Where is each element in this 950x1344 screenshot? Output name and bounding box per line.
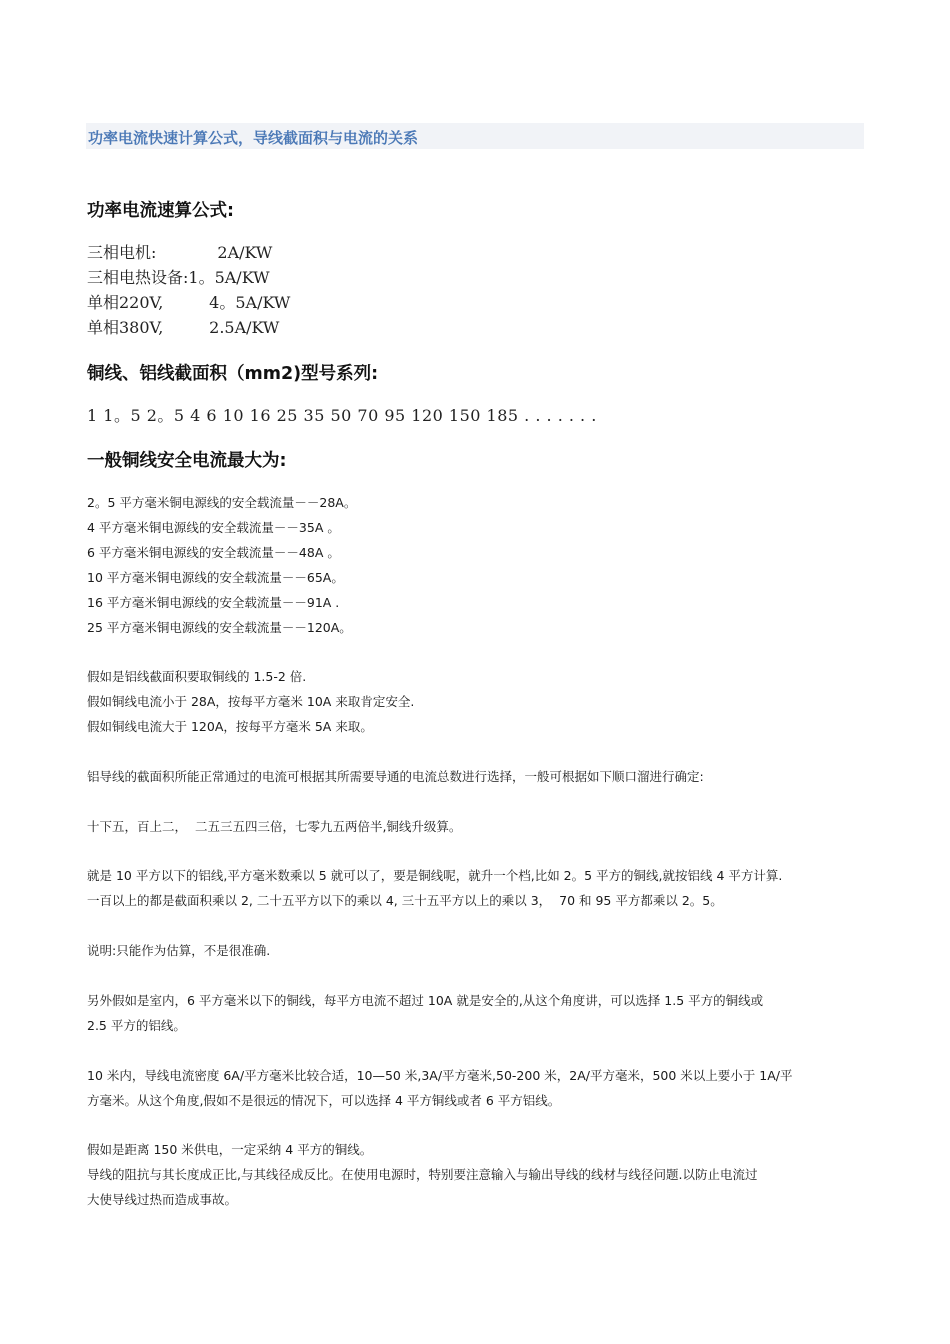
paragraph-line: 方毫米。从这个角度,假如不是很远的情况下，可以选择 4 平方铜线或者 6 平方铝线。 [87,1093,561,1108]
paragraph-line: 假如铜线电流小于 28A，按每平方毫米 10A 来取肯定安全. [87,694,415,709]
paragraph-line: 10 米内，导线电流密度 6A/平方毫米比较合适，10—50 米,3A/平方毫米,50-200 米，2A/平方毫米，500 米以上要小于 1A/平 [87,1068,793,1083]
paragraph-line: 大使导线过热而造成事故。 [87,1192,238,1207]
paragraph-line: 假如是距离 150 米供电，一定采纳 4 平方的铜线。 [87,1142,373,1157]
section-heading-wire-series: 铜线、铝线截面积（mm2)型号系列: [87,364,379,384]
mnemonic-line: 十下五，百上二， 二五三五四三倍，七零九五两倍半,铜线升级算。 [87,819,462,834]
paragraph-line: 铝导线的截面积所能正常通过的电流可根据其所需要导通的电流总数进行选择，一般可根据如下顺口溜进行确定: [87,769,704,784]
paragraph-line: 另外假如是室内，6 平方毫米以下的铜线，每平方电流不超过 10A 就是安全的,从这个角度讲，可以选择 1.5 平方的铜线或 [87,993,764,1008]
section-heading-power-formula: 功率电流速算公式: [87,201,234,221]
formula-line: 三相电热设备:1。5A/KW [87,268,270,287]
paragraph-line: 导线的阻抗与其长度成正比,与其线径成反比。在使用电源时，特别要注意输入与输出导线的线材与线径问题.以防止电流过 [87,1167,758,1182]
safe-current-item: 4 平方毫米铜电源线的安全载流量－－35A 。 [87,520,340,535]
paragraph-line: 就是 10 平方以下的铝线,平方毫米数乘以 5 就可以了，要是铜线呢，就升一个档,比如 2。5 平方的铜线,就按铝线 4 平方计算. [87,868,783,883]
section-heading-safe-current: 一般铜线安全电流最大为: [87,451,287,471]
paragraph-line: 假如是铝线截面积要取铜线的 1.5-2 倍. [87,669,307,684]
wire-size-series: 1 1。5 2。5 4 6 10 16 25 35 50 70 95 120 150 185 . . . . . . . [87,406,597,425]
formula-line: 单相380V, 2.5A/KW [87,318,280,337]
safe-current-item: 10 平方毫米铜电源线的安全载流量－－65A。 [87,570,344,585]
safe-current-item: 16 平方毫米铜电源线的安全载流量－－91A . [87,595,340,610]
formula-line: 单相220V, 4。5A/KW [87,293,291,312]
title-bar [86,123,864,149]
paragraph-line: 假如铜线电流大于 120A，按每平方毫米 5A 来取。 [87,719,373,734]
formula-line: 三相电机: 2A/KW [87,243,273,262]
paragraph-line: 一百以上的都是截面积乘以 2, 二十五平方以下的乘以 4, 三十五平方以上的乘以 3， 70 和 95 平方都乘以 2。5。 [87,893,723,908]
document-title: 功率电流快速计算公式，导线截面积与电流的关系 [88,129,419,147]
paragraph-line: 2.5 平方的铝线。 [87,1018,186,1033]
note-line: 说明:只能作为估算，不是很准确. [87,943,271,958]
safe-current-item: 25 平方毫米铜电源线的安全载流量－－120A。 [87,620,352,635]
safe-current-item: 2。5 平方毫米铜电源线的安全载流量－－28A。 [87,495,357,510]
safe-current-item: 6 平方毫米铜电源线的安全载流量－－48A 。 [87,545,340,560]
